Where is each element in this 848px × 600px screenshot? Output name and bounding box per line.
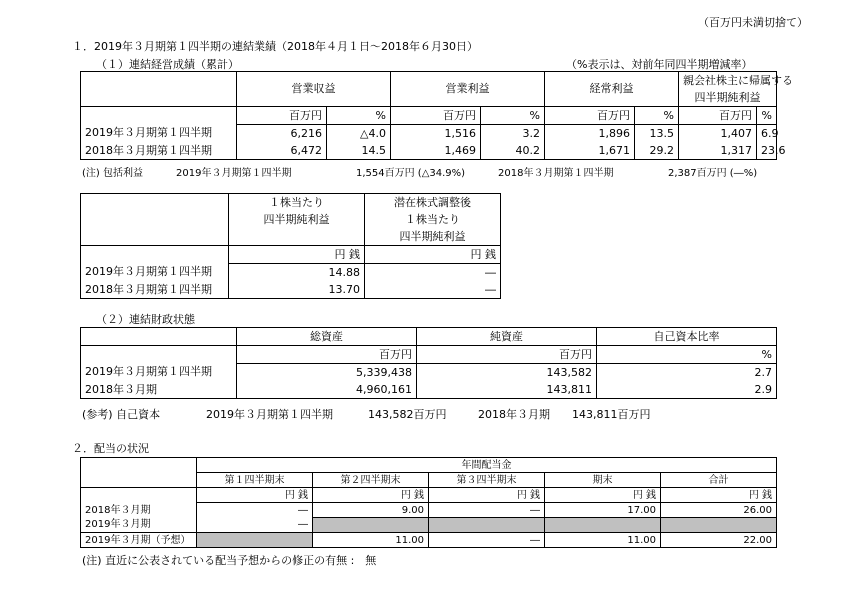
equity-ref-label: (参考) 自己資本 [82, 408, 161, 421]
eps-table [80, 193, 501, 299]
section1-title: １．2019年３月期第１四半期の連結業績（2018年４月１日～2018年６月30日） [72, 40, 478, 53]
eps-header-blank [81, 194, 229, 246]
equity-ref-period1: 2019年３月期第１四半期 [206, 408, 333, 421]
value-cell: ― [365, 264, 501, 282]
value-cell: 23.6 [757, 142, 777, 160]
value-cell: 29.2 [635, 142, 679, 160]
unit-cell: 円 銭 [197, 488, 313, 503]
unit-row-blank [81, 346, 237, 364]
shaded-cell [429, 518, 545, 533]
comprehensive-income-period1: 2019年３月期第１四半期 [176, 168, 292, 179]
shaded-cell [197, 533, 313, 548]
unit-cell: 百万円 [417, 346, 597, 364]
equity-ref-value2: 143,811百万円 [572, 408, 651, 421]
row-label: 2019年３月期第１四半期 [81, 364, 237, 382]
value-cell: 6,472 [237, 142, 327, 160]
unit-cell: 円 銭 [661, 488, 777, 503]
div-header-blank [81, 458, 197, 488]
annual-dividend-header: 年間配当金 [197, 458, 777, 473]
shaded-cell [661, 518, 777, 533]
value-cell: ― [197, 503, 313, 518]
value-cell: 6,216 [237, 125, 327, 143]
value-cell: 2.9 [597, 381, 777, 399]
value-cell: 1,317 [679, 142, 757, 160]
unit-cell: % [481, 107, 545, 125]
value-cell: △4.0 [327, 125, 391, 143]
value-cell: 14.5 [327, 142, 391, 160]
unit-row-blank [81, 107, 237, 125]
comprehensive-income-value2: 2,387百万円 (―%) [668, 168, 758, 179]
value-cell: ― [365, 281, 501, 299]
unit-cell: % [635, 107, 679, 125]
value-cell: 11.00 [545, 533, 661, 548]
value-cell: 17.00 [545, 503, 661, 518]
unit-cell: 円 銭 [313, 488, 429, 503]
col-q1-end: 第１四半期末 [197, 473, 313, 488]
value-cell: 40.2 [481, 142, 545, 160]
eps-col2-line1: 潜在株式調整後 [365, 194, 501, 212]
unit-cell: 円 銭 [365, 246, 501, 264]
col-net-income-line1: 親会社株主に帰属する [679, 72, 777, 90]
col-ordinary-income: 経常利益 [545, 72, 679, 107]
unit-row-blank [81, 246, 229, 264]
value-cell: 2.7 [597, 364, 777, 382]
row-label: 2019年３月期第１四半期 [81, 264, 229, 282]
unit-cell: 円 銭 [545, 488, 661, 503]
sub1-note: （%表示は、対前年同四半期増減率） [566, 58, 753, 71]
eps-col1-line1: １株当たり [229, 194, 365, 212]
unit-cell: 百万円 [545, 107, 635, 125]
eps-col1-line2: 四半期純利益 [229, 211, 365, 228]
row-label: 2018年３月期 [81, 381, 237, 399]
unit-cell: 百万円 [679, 107, 757, 125]
value-cell: 9.00 [313, 503, 429, 518]
row-label: 2018年３月期 [81, 503, 197, 518]
unit-cell: 百万円 [237, 107, 327, 125]
op-header-blank [81, 72, 237, 107]
col-operating-income: 営業利益 [391, 72, 545, 107]
dividends-table [80, 457, 777, 548]
value-cell: 1,896 [545, 125, 635, 143]
value-cell: 22.00 [661, 533, 777, 548]
eps-col2-line3: 四半期純利益 [365, 228, 501, 246]
col-total: 合計 [661, 473, 777, 488]
unit-cell: 百万円 [391, 107, 481, 125]
value-cell: 3.2 [481, 125, 545, 143]
value-cell: 143,582 [417, 364, 597, 382]
dividend-revision-note: (注) 直近に公表されている配当予想からの修正の有無 : 無 [82, 554, 377, 567]
unit-cell: 円 銭 [229, 246, 365, 264]
value-cell: 1,671 [545, 142, 635, 160]
row-label: 2018年３月期第１四半期 [81, 281, 229, 299]
sub1-title: （１）連結経営成績（累計） [96, 58, 239, 71]
equity-ref-period2: 2018年３月期 [478, 408, 550, 421]
value-cell: 11.00 [313, 533, 429, 548]
unit-row-blank [81, 488, 197, 503]
col-total-assets: 総資産 [237, 328, 417, 346]
value-cell: ― [429, 503, 545, 518]
unit-cell: 円 銭 [429, 488, 545, 503]
comprehensive-income-value1: 1,554百万円 (△34.9%) [356, 168, 466, 179]
value-cell: 14.88 [229, 264, 365, 282]
value-cell: 4,960,161 [237, 381, 417, 399]
comprehensive-income-period2: 2018年３月期第１四半期 [498, 168, 614, 179]
shaded-cell [545, 518, 661, 533]
col-net-income-line2: 四半期純利益 [679, 89, 777, 107]
value-cell: ― [197, 518, 313, 533]
unit-cell: % [327, 107, 391, 125]
col-q3-end: 第３四半期末 [429, 473, 545, 488]
row-label: 2019年３月期（予想） [81, 533, 197, 548]
value-cell: 26.00 [661, 503, 777, 518]
eps-col2-line2: １株当たり [365, 211, 501, 228]
col-year-end: 期末 [545, 473, 661, 488]
unit-cell: % [597, 346, 777, 364]
value-cell: 143,811 [417, 381, 597, 399]
unit-cell: % [757, 107, 777, 125]
value-cell: ― [429, 533, 545, 548]
value-cell: 13.70 [229, 281, 365, 299]
col-net-assets: 純資産 [417, 328, 597, 346]
value-cell: 1,407 [679, 125, 757, 143]
equity-ref-value1: 143,582百万円 [368, 408, 447, 421]
section2-title: ２．配当の状況 [72, 442, 149, 455]
row-label: 2018年３月期第１四半期 [81, 142, 237, 160]
value-cell: 1,469 [391, 142, 481, 160]
row-label: 2019年３月期 [81, 518, 197, 533]
financial-position-table [80, 327, 777, 399]
value-cell: 13.5 [635, 125, 679, 143]
unit-cell: 百万円 [237, 346, 417, 364]
col-operating-revenue: 営業収益 [237, 72, 391, 107]
value-cell: 6.9 [757, 125, 777, 143]
operating-results-table [80, 71, 793, 160]
value-cell: 1,516 [391, 125, 481, 143]
fin-header-blank [81, 328, 237, 346]
col-equity-ratio: 自己資本比率 [597, 328, 777, 346]
eps-col1-line3 [229, 228, 365, 246]
value-cell: 5,339,438 [237, 364, 417, 382]
sub2-title: （２）連結財政状態 [96, 313, 195, 326]
shaded-cell [313, 518, 429, 533]
col-q2-end: 第２四半期末 [313, 473, 429, 488]
comprehensive-income-label: (注) 包括利益 [82, 168, 143, 179]
row-label: 2019年３月期第１四半期 [81, 125, 237, 143]
unit-note: （百万円未満切捨て） [698, 16, 808, 29]
